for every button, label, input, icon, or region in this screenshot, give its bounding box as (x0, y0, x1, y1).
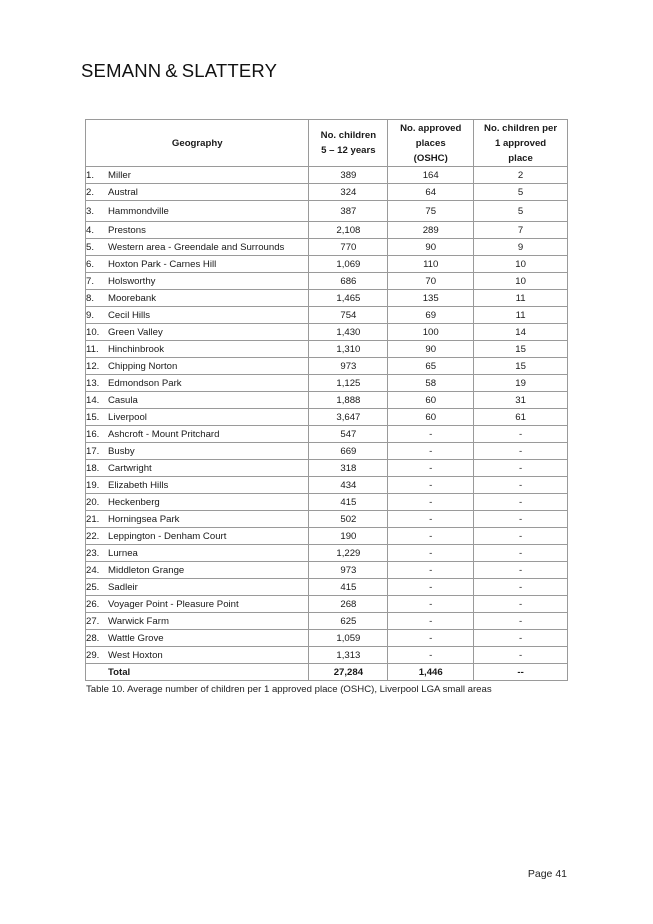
places-cell: - (388, 579, 474, 596)
ratio-cell: - (474, 426, 568, 443)
ratio-cell: - (474, 545, 568, 562)
children-cell: 1,125 (309, 375, 388, 392)
children-cell: 547 (309, 426, 388, 443)
table-row (86, 528, 568, 545)
geography-name: Leppington - Denham Court (108, 530, 227, 542)
ratio-cell: - (474, 528, 568, 545)
geography-name: Austral (108, 186, 138, 198)
row-number: 2. (86, 186, 95, 198)
ratio-cell: 11 (474, 307, 568, 324)
geography-name: Sadleir (108, 581, 138, 593)
geography-cell (86, 545, 309, 562)
table-row (86, 222, 568, 239)
ratio-cell: 10 (474, 273, 568, 290)
table-row (86, 256, 568, 273)
geography-name: West Hoxton (108, 649, 163, 661)
row-number: 11. (86, 343, 99, 355)
header-ratio (474, 120, 568, 167)
places-cell: 70 (388, 273, 474, 290)
places-cell: - (388, 596, 474, 613)
table-row (86, 239, 568, 256)
header-places (388, 120, 474, 167)
geography-name: Horningsea Park (108, 513, 180, 525)
ratio-cell: - (474, 511, 568, 528)
geography-cell (86, 167, 309, 184)
children-cell: 1,465 (309, 290, 388, 307)
ratio-cell: 5 (474, 201, 568, 222)
row-number: 17. (86, 445, 100, 457)
row-number: 24. (86, 564, 100, 576)
ratio-cell: 5 (474, 184, 568, 201)
geography-cell (86, 358, 309, 375)
ratio-cell: 11 (474, 290, 568, 307)
geography-name: Liverpool (108, 411, 147, 423)
children-cell: 686 (309, 273, 388, 290)
places-cell: 58 (388, 375, 474, 392)
ratio-cell: 7 (474, 222, 568, 239)
row-number: 8. (86, 292, 95, 304)
row-number: 4. (86, 224, 95, 236)
geography-name: Warwick Farm (108, 615, 169, 627)
places-cell: - (388, 426, 474, 443)
places-cell: - (388, 511, 474, 528)
row-number: 6. (86, 258, 95, 270)
places-cell: - (388, 443, 474, 460)
places-cell: - (388, 545, 474, 562)
row-number: 23. (86, 547, 100, 559)
ratio-cell: - (474, 579, 568, 596)
table-row (86, 477, 568, 494)
places-cell: - (388, 528, 474, 545)
places-cell: - (388, 494, 474, 511)
header-places-line-1: No. approved (400, 122, 462, 134)
ratio-cell: - (474, 613, 568, 630)
places-cell: - (388, 477, 474, 494)
geography-name: Prestons (108, 224, 146, 236)
header-ratio-line-2: 1 approved (494, 137, 547, 149)
geography-cell (86, 239, 309, 256)
ratio-cell: 14 (474, 324, 568, 341)
table-row (86, 392, 568, 409)
row-number: 12. (86, 360, 100, 372)
places-cell: 60 (388, 409, 474, 426)
table-row (86, 511, 568, 528)
ratio-cell: 19 (474, 375, 568, 392)
geography-cell (86, 528, 309, 545)
row-number: 1. (86, 169, 95, 181)
geography-cell (86, 273, 309, 290)
children-cell: 1,313 (309, 647, 388, 664)
geography-name: Elizabeth Hills (108, 479, 169, 491)
ratio-cell: 61 (474, 409, 568, 426)
row-number: 18. (86, 462, 100, 474)
children-cell: 190 (309, 528, 388, 545)
places-cell: 90 (388, 239, 474, 256)
geography-name: Miller (108, 169, 131, 181)
places-cell: 135 (388, 290, 474, 307)
children-cell: 415 (309, 494, 388, 511)
places-cell: 164 (388, 167, 474, 184)
geography-cell (86, 494, 309, 511)
geography-name: Hoxton Park - Carnes Hill (108, 258, 217, 270)
table-row (86, 494, 568, 511)
places-cell: - (388, 630, 474, 647)
geography-cell (86, 477, 309, 494)
row-number: 29. (86, 649, 100, 661)
geography-name: Moorebank (108, 292, 156, 304)
header-children (309, 120, 388, 167)
table-row (86, 307, 568, 324)
geography-cell (86, 256, 309, 273)
row-number: 7. (86, 275, 95, 287)
brand-logo: SEMANN & SLATTERY (81, 60, 278, 81)
children-cell: 1,059 (309, 630, 388, 647)
table-row (86, 630, 568, 647)
places-cell: 75 (388, 201, 474, 222)
total-label-cell (86, 664, 309, 681)
row-number: 20. (86, 496, 100, 508)
ratio-cell: - (474, 460, 568, 477)
geography-cell (86, 613, 309, 630)
total-places: 1,446 (388, 664, 474, 681)
geography-cell (86, 443, 309, 460)
table-row (86, 613, 568, 630)
table-row (86, 201, 568, 222)
row-number: 27. (86, 615, 100, 627)
ratio-cell: 10 (474, 256, 568, 273)
row-number: 14. (86, 394, 100, 406)
ratio-cell: 2 (474, 167, 568, 184)
children-cell: 3,647 (309, 409, 388, 426)
children-cell: 625 (309, 613, 388, 630)
children-cell: 1,430 (309, 324, 388, 341)
geography-name: Cartwright (108, 462, 152, 474)
header-children-line-2: 5 – 12 years (321, 145, 376, 156)
total-children: 27,284 (309, 664, 388, 681)
geography-cell (86, 562, 309, 579)
geography-cell (86, 392, 309, 409)
geography-cell (86, 511, 309, 528)
places-cell: 289 (388, 222, 474, 239)
children-cell: 1,229 (309, 545, 388, 562)
header-ratio-line-3: place (508, 152, 533, 164)
children-cell: 2,108 (309, 222, 388, 239)
geography-cell (86, 596, 309, 613)
children-cell: 318 (309, 460, 388, 477)
table-row (86, 324, 568, 341)
children-cell: 434 (309, 477, 388, 494)
row-number: 5. (86, 241, 95, 253)
header-geography: Geography (86, 120, 309, 167)
geography-name: Hammondville (108, 205, 169, 217)
header-places-line-2: places (415, 137, 446, 149)
places-cell: - (388, 562, 474, 579)
places-cell: - (388, 613, 474, 630)
row-number: 28. (86, 632, 100, 644)
ratio-cell: 9 (474, 239, 568, 256)
ratio-cell: - (474, 477, 568, 494)
geography-name: Green Valley (108, 326, 163, 338)
table-row (86, 167, 568, 184)
geography-name: Edmondson Park (108, 377, 182, 389)
geography-name: Cecil Hills (108, 309, 151, 321)
children-cell: 973 (309, 358, 388, 375)
table-row (86, 562, 568, 579)
table-row (86, 426, 568, 443)
geography-name: Heckenberg (108, 496, 160, 508)
children-cell: 973 (309, 562, 388, 579)
geography-name: Lurnea (108, 547, 138, 559)
places-cell: 110 (388, 256, 474, 273)
geography-name: Hinchinbrook (108, 343, 164, 355)
total-ratio: -- (474, 664, 568, 681)
table-row (86, 273, 568, 290)
header-children-line-1: No. children (320, 130, 377, 141)
row-number: 19. (86, 479, 100, 491)
geography-cell (86, 184, 309, 201)
geography-name: Ashcroft - Mount Pritchard (108, 428, 220, 440)
places-cell: - (388, 460, 474, 477)
table-header-row (86, 120, 568, 167)
ratio-cell: - (474, 443, 568, 460)
row-number: 21. (86, 513, 100, 525)
children-cell: 770 (309, 239, 388, 256)
ratio-cell: 15 (474, 358, 568, 375)
geography-name: Middleton Grange (108, 564, 185, 576)
table-row (86, 375, 568, 392)
table-row (86, 184, 568, 201)
places-cell: - (388, 647, 474, 664)
row-number: 10. (86, 326, 100, 338)
places-cell: 64 (388, 184, 474, 201)
children-cell: 1,888 (309, 392, 388, 409)
geography-cell (86, 409, 309, 426)
places-cell: 100 (388, 324, 474, 341)
ratio-cell: 15 (474, 341, 568, 358)
row-number: 16. (86, 428, 100, 440)
table-row (86, 579, 568, 596)
children-cell: 502 (309, 511, 388, 528)
geography-name: Chipping Norton (108, 360, 178, 372)
table-total-row (86, 664, 568, 681)
geography-cell (86, 426, 309, 443)
table-caption: Table 10. Average number of children per 1 approved place (OSHC), Liverpool LGA small areas (86, 684, 492, 695)
page-number: Page 41 (527, 868, 567, 880)
geography-cell (86, 290, 309, 307)
geography-name: Western area - Greendale and Surrounds (108, 241, 285, 253)
table-row (86, 409, 568, 426)
geography-name: Holsworthy (108, 275, 156, 287)
geography-cell (86, 579, 309, 596)
geography-name: Voyager Point - Pleasure Point (108, 598, 239, 610)
children-cell: 324 (309, 184, 388, 201)
row-number: 3. (86, 205, 95, 217)
ratio-cell: - (474, 647, 568, 664)
children-cell: 389 (309, 167, 388, 184)
children-cell: 1,069 (309, 256, 388, 273)
places-cell: 60 (388, 392, 474, 409)
children-cell: 387 (309, 201, 388, 222)
geography-cell (86, 630, 309, 647)
geography-cell (86, 201, 309, 222)
table-row (86, 460, 568, 477)
table-body (86, 167, 568, 664)
children-cell: 268 (309, 596, 388, 613)
total-label: Total (108, 666, 131, 678)
geography-cell (86, 647, 309, 664)
geography-cell (86, 307, 309, 324)
places-cell: 65 (388, 358, 474, 375)
table-row (86, 341, 568, 358)
table-row (86, 545, 568, 562)
row-number: 13. (86, 377, 100, 389)
ratio-cell: - (474, 630, 568, 647)
row-number: 22. (86, 530, 100, 542)
table-row (86, 358, 568, 375)
geography-name: Casula (108, 394, 138, 406)
ratio-cell: - (474, 494, 568, 511)
table-row (86, 290, 568, 307)
row-number: 26. (86, 598, 100, 610)
geography-cell (86, 341, 309, 358)
children-cell: 415 (309, 579, 388, 596)
children-cell: 1,310 (309, 341, 388, 358)
table-row (86, 443, 568, 460)
header-ratio-line-1: No. children per (484, 122, 558, 134)
geography-cell (86, 222, 309, 239)
ratio-cell: 31 (474, 392, 568, 409)
geography-name: Busby (108, 445, 135, 457)
geography-cell (86, 460, 309, 477)
geography-name: Wattle Grove (108, 632, 164, 644)
geography-cell (86, 375, 309, 392)
header-places-line-3: (OSHC) (413, 152, 448, 164)
ratio-cell: - (474, 596, 568, 613)
children-cell: 754 (309, 307, 388, 324)
geography-cell (86, 324, 309, 341)
children-cell: 669 (309, 443, 388, 460)
ratio-cell: - (474, 562, 568, 579)
table-row (86, 647, 568, 664)
row-number: 9. (86, 309, 95, 321)
table-row (86, 596, 568, 613)
row-number: 15. (86, 411, 100, 423)
places-cell: 69 (388, 307, 474, 324)
places-cell: 90 (388, 341, 474, 358)
children-per-place-table (85, 119, 568, 681)
row-number: 25. (86, 581, 100, 593)
